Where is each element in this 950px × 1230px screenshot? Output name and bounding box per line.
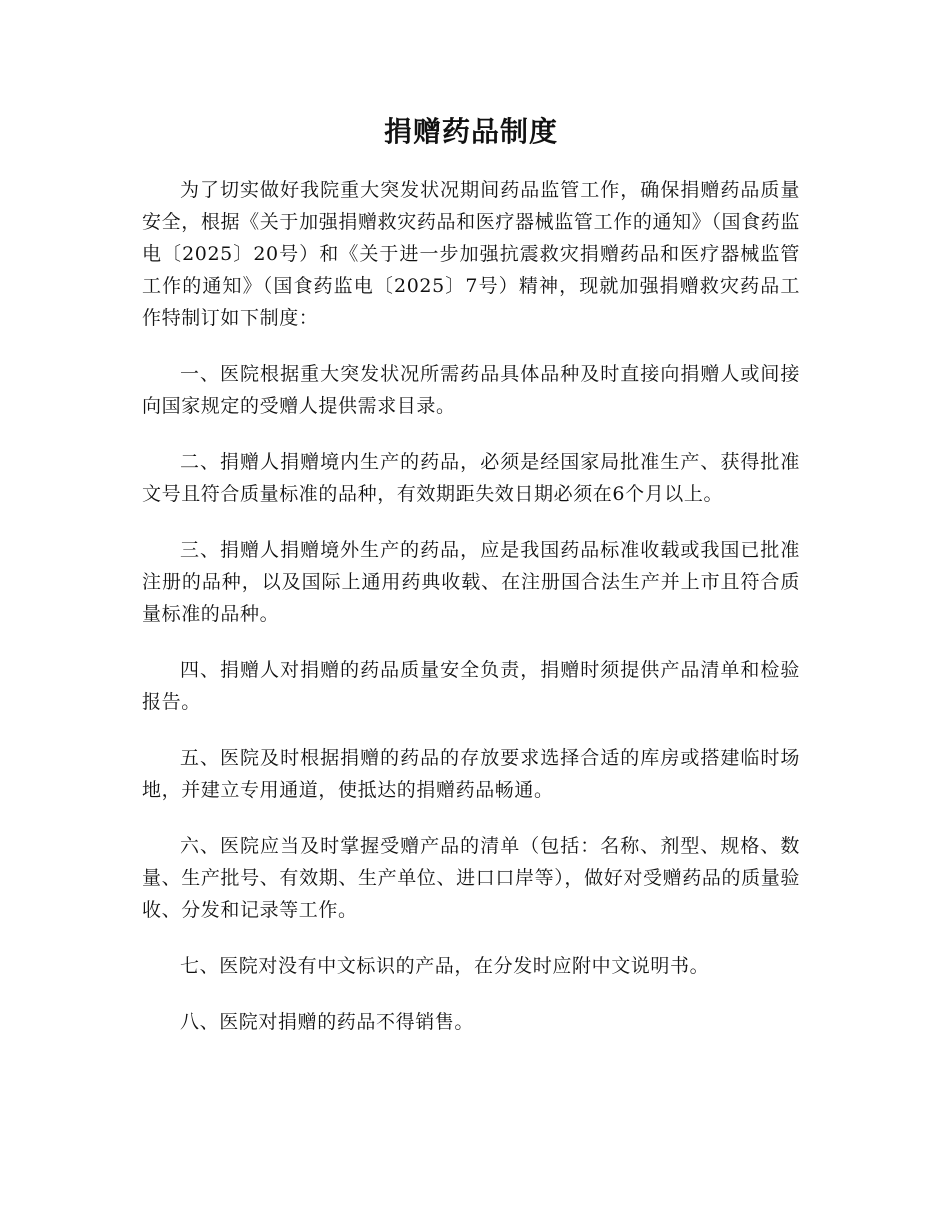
regulation-item-1: 一、医院根据重大突发状况所需药品具体品种及时直接向捐赠人或间接向国家规定的受赠人提供需求目录。 xyxy=(142,363,800,417)
regulation-item-7: 七、医院对没有中文标识的产品，在分发时应附中文说明书。 xyxy=(180,955,710,977)
regulation-item-6: 六、医院应当及时掌握受赠产品的清单（包括：名称、剂型、规格、数量、生产批号、有效期、生产单位、进口口岸等），做好对受赠药品的质量验收、分发和记录等工作。 xyxy=(142,835,800,921)
regulation-item-3: 三、捐赠人捐赠境外生产的药品，应是我国药品标准收载或我国已批准注册的品种，以及国际上通用药典收载、在注册国合法生产并上市且符合质量标准的品种。 xyxy=(142,539,800,625)
regulation-item-5: 五、医院及时根据捐赠的药品的存放要求选择合适的库房或搭建临时场地，并建立专用通道，使抵达的捐赠药品畅通。 xyxy=(142,747,800,801)
intro-paragraph: 为了切实做好我院重大突发状况期间药品监管工作，确保捐赠药品质量安全，根据《关于加强捐赠救灾药品和医疗器械监管工作的通知》（国食药监电〔2025〕20号）和《关于进一步加强抗震救灾捐赠药品和医疗器械监管工作的通知》（国食药监电〔2025〕7号）精神，现就加强捐赠救灾药品工作特制订如下制度： xyxy=(142,179,800,329)
regulation-item-4: 四、捐赠人对捐赠的药品质量安全负责，捐赠时须提供产品清单和检验报告。 xyxy=(142,659,800,713)
regulation-item-8: 八、医院对捐赠的药品不得销售。 xyxy=(180,1011,475,1033)
regulation-item-2: 二、捐赠人捐赠境内生产的药品，必须是经国家局批准生产、获得批准文号且符合质量标准的品种，有效期距失效日期必须在6个月以上。 xyxy=(142,451,800,505)
document-title: 捐赠药品制度 xyxy=(383,115,558,148)
